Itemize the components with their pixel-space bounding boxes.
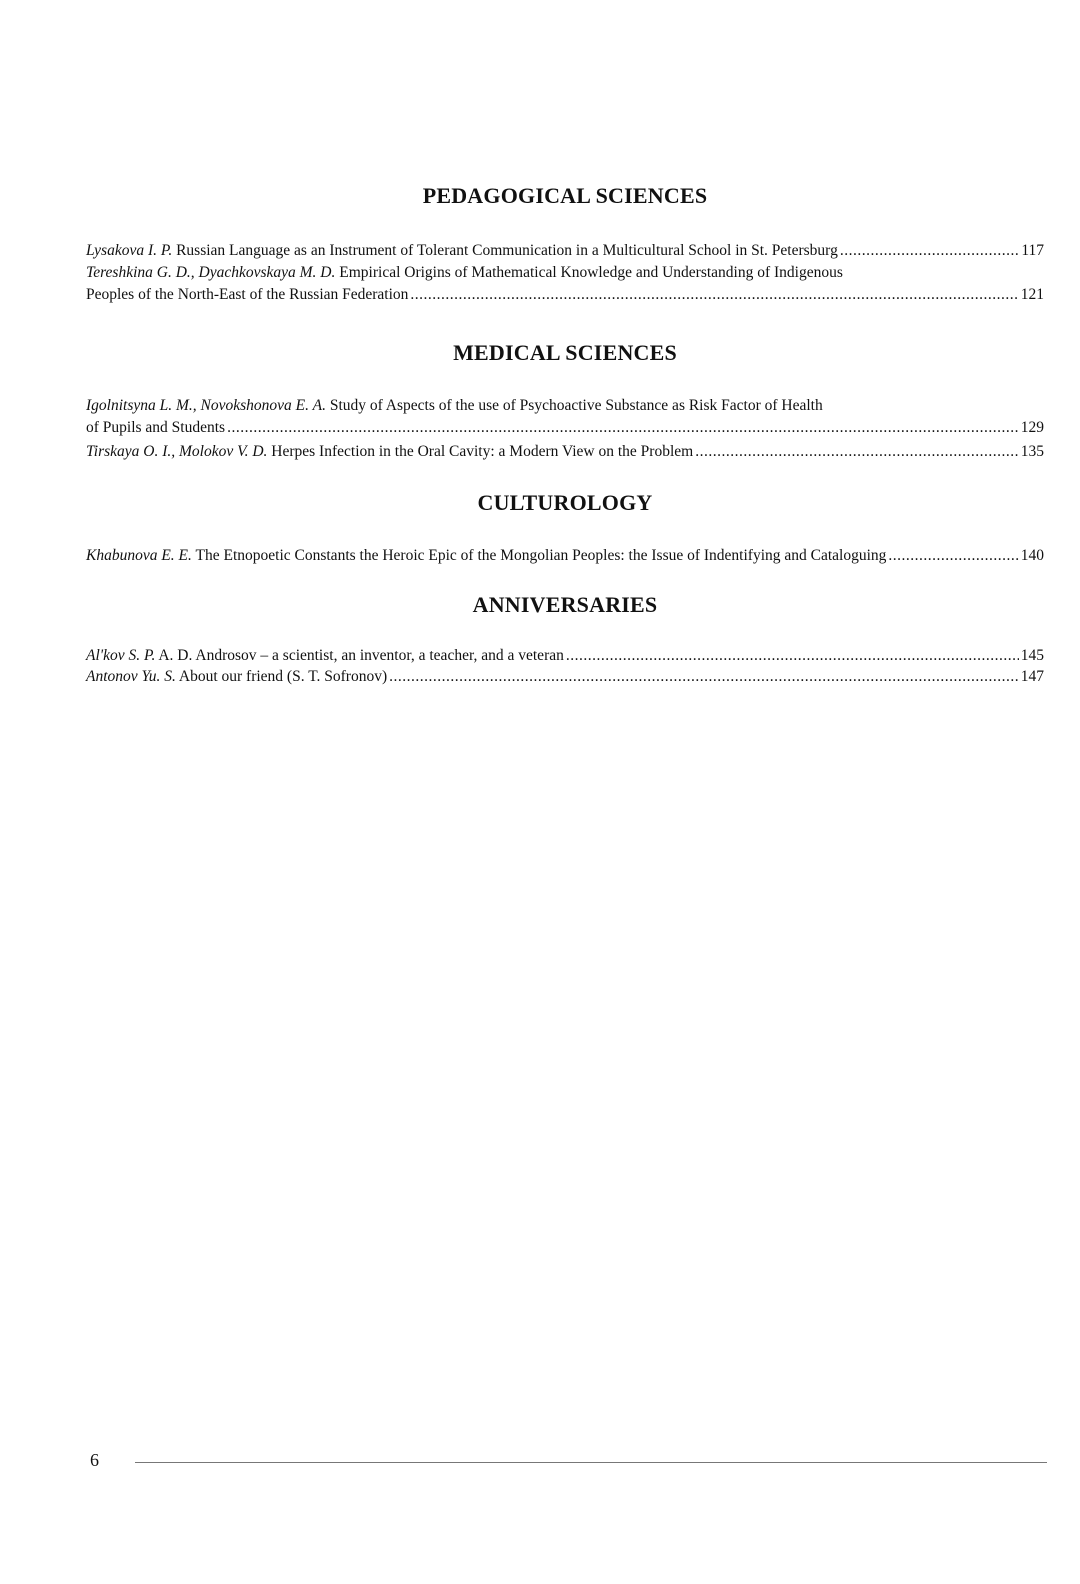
section-heading-pedagogical: PEDAGOGICAL SCIENCES — [422, 183, 708, 208]
entry-page-number: 140 — [1020, 547, 1044, 564]
dot-leader — [227, 417, 1019, 439]
footer-page-number: 6 — [90, 1450, 99, 1470]
entry-page-number: 121 — [1020, 286, 1044, 303]
entry-title-continued: Peoples of the North-East of the Russian Federation — [86, 286, 409, 303]
dot-leader — [410, 284, 1018, 306]
entry-authors: Khabunova E. E. — [86, 547, 192, 564]
entry-title: A. D. Androsov – a scientist, an inventor, a teacher, and a veteran — [158, 647, 564, 664]
entry-page-number: 145 — [1020, 647, 1044, 664]
entry-authors: Al'kov S. P. — [86, 647, 156, 664]
toc-entry[interactable] — [86, 441, 1044, 463]
dot-leader — [840, 240, 1019, 262]
footer-rule — [135, 1462, 1047, 1463]
table-of-contents-page — [86, 0, 1044, 1584]
entry-title: The Etnopoetic Constants the Heroic Epic of the Mongolian Peoples: the Issue of Indentifying and Cataloguing — [195, 547, 887, 564]
entry-title: Study of Aspects of the use of Psychoactive Substance as Risk Factor of Health — [329, 397, 823, 414]
entry-title-continued: of Pupils and Students — [86, 419, 226, 436]
section-heading-culturology: CULTUROLOGY — [477, 490, 653, 515]
toc-entry[interactable] — [86, 262, 1044, 306]
toc-entry[interactable] — [86, 645, 1044, 667]
section-heading-anniversaries: ANNIVERSARIES — [472, 592, 658, 617]
entry-page-number: 135 — [1020, 443, 1044, 460]
entry-title: Herpes Infection in the Oral Cavity: a Modern View on the Problem — [271, 443, 694, 460]
toc-entry[interactable] — [86, 666, 1044, 688]
section-heading-medical: MEDICAL SCIENCES — [453, 340, 677, 365]
entry-authors: Antonov Yu. S. — [86, 668, 176, 685]
entry-authors: Tereshkina G. D., Dyachkovskaya M. D. — [86, 264, 336, 281]
entry-authors: Igolnitsyna L. M., Novokshonova E. A. — [86, 397, 326, 414]
entry-title: About our friend (S. T. Sofronov) — [178, 668, 388, 685]
entry-page-number: 147 — [1020, 668, 1044, 685]
entry-title: Empirical Origins of Mathematical Knowledge and Understanding of Indigenous — [339, 264, 843, 281]
dot-leader — [695, 441, 1019, 463]
toc-entry[interactable] — [86, 395, 1044, 439]
entry-page-number: 129 — [1020, 419, 1044, 436]
toc-entry[interactable] — [86, 545, 1044, 567]
dot-leader — [389, 666, 1019, 688]
entry-authors: Lysakova I. P. — [86, 242, 173, 259]
entry-title: Russian Language as an Instrument of Tolerant Communication in a Multicultural School in St. Petersburg — [176, 242, 838, 259]
dot-leader — [888, 545, 1018, 567]
entry-authors: Tirskaya O. I., Molokov V. D. — [86, 443, 268, 460]
entry-page-number: 117 — [1021, 242, 1044, 259]
dot-leader — [566, 645, 1019, 667]
toc-entry[interactable] — [86, 240, 1044, 262]
